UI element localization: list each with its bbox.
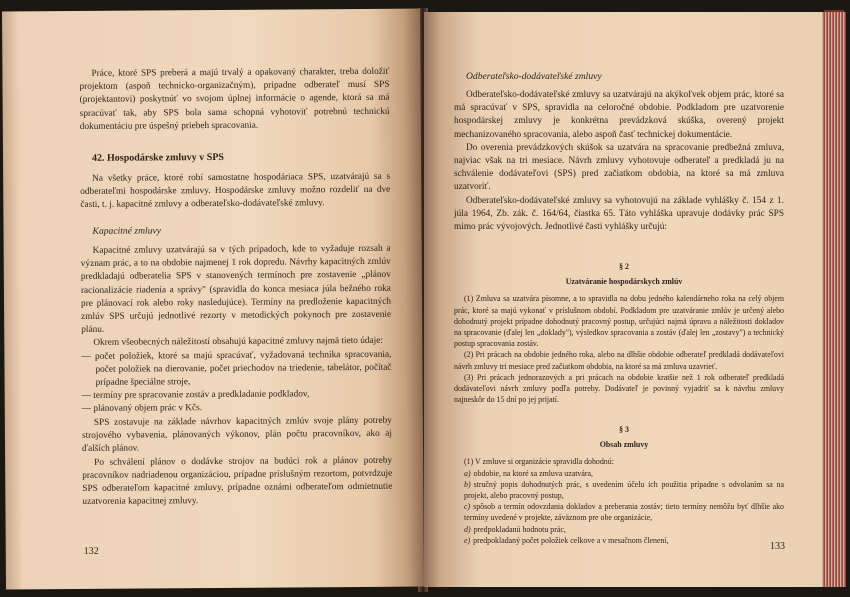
para-kap-4: Po schválení plánov o dodávke strojov na budúci rok a plánov potreby pracovníkov nadriadenou organizáciou, prípadne príslušným rezortom, potvrdzuje SPS odberateľom kapacitné zmluvy, prípadne oznámi odberateľom odmietnutie uzatvorenia kapacitnej zmluvy. <box>82 455 393 508</box>
cover-edge <box>824 10 844 12</box>
section-3-title: Obsah zmluvy <box>599 440 649 450</box>
s2-paragraph-2: (2) Pri prácach na obdobie jedného roka, alebo na dlhšie obdobie odberateľ predkladá dodávateľovi návrh zmluvy tri mesiace pred začiatkom obdobia, na ktoré sa má zmluva uzavrieť. <box>454 350 784 371</box>
item-letter: e) <box>464 535 471 545</box>
para-kap-2: Okrem všeobecných náležitostí obsahujú kapacitné zmluvy najmä tieto údaje: <box>93 336 384 349</box>
left-kap-heading-wrap <box>80 223 390 238</box>
left-kap-closing <box>82 415 393 510</box>
list-item <box>454 535 784 546</box>
section-3-number: § 3 <box>619 425 629 434</box>
item-letter: c) <box>464 502 471 512</box>
left-para-42-wrap <box>80 171 390 213</box>
page-edges <box>822 12 846 587</box>
list-item <box>454 501 784 523</box>
right-body <box>454 89 784 234</box>
subheading-kapacitne: Kapacitné zmluvy <box>92 225 162 237</box>
left-section-42 <box>80 150 390 165</box>
section-2 <box>454 261 784 405</box>
section-3 <box>454 424 784 546</box>
list-item: — plánovaný objem prác v Kčs. <box>82 401 392 416</box>
s2-paragraph-3: (3) Pri prácach jednorazových a pri prácach na obdobie kratšie než 1 rok odberateľ predkladá dodávateľovi návrh zmluvy podľa potreby. Dodávateľ je povinný vyjadriť sa k návrhu zmluvy najneskôr do 15 dní po jej prijatí. <box>454 372 784 405</box>
s2-paragraph-1: (1) Zmluva sa uzatvára písomne, a to spravidla na dobu jedného kalendárneho roka na celý objem prác, ktoré sa majú vykonať v príslušnom období. Podkladom pre uzatváranie zmlúv je určený alebo dohodnutý projekt prípadne dohodnutý pracovný postup, určujúci najmä úpravu a náležitosti dokladov na spracovanie (ďalej len „doklady"), výsledkov spracovania a zostáv (ďalej len „zostavy") a technický postup spracovania zostáv. <box>454 294 784 349</box>
left-kap-body <box>81 243 392 417</box>
item-text: obdobie, na ktoré sa zmluva uzatvára, <box>473 468 593 478</box>
item-text: stručný popis dohodnutých prác, s uvedením účelu ich použitia prípadne s odvolaním sa na projekt, alebo pracovný postup, <box>464 479 784 501</box>
page-number-right: 133 <box>770 541 785 552</box>
right-subheading-wrap <box>454 70 784 83</box>
section-2-number: § 2 <box>619 262 629 271</box>
item-letter: d) <box>464 524 471 534</box>
list-item: — počet položiek, ktoré sa majú spracúvať, vyžadovaná technika spracovania, počet položiek na dierovanie, počet priechodov na triedenie, tabelátor, počítač prípadne špeciálne stroje, <box>81 348 391 390</box>
list-item <box>454 468 784 479</box>
intro-paragraph: Práce, ktoré SPS preberá a majú trvalý a opakovaný charakter, treba doložiť projektom (aspoň technicko-organizačným), pripadne odberateľ musí SPS (projektantovi) poskytnúť vo svojom úplnej informácie o agende, ktorá sa má spracúvať tak, aby SPS bola sama schopná vyhotoviť potrebnú technickú dokumentáciu pre úspešný priebeh spracovania. <box>79 66 390 132</box>
heading-42: 42. Hospodárske zmluvy v SPS <box>91 151 225 164</box>
right-para-1: Odberateľsko-dodávateľské zmluvy sa uzatvárajú na akýkoľvek objem prác, ktoré sa má spracúvať v SPS, spravidla na celoročné obdobie. Podkladom pre uzatvorenie hospodárskej zmluvy je konkrétna prevádzková skúška, overený projekt mechanizovaného spracovania, alebo aspoň časť technickej dokumentácie. <box>454 90 784 140</box>
s3-intro: (1) V zmluve si organizácie spravidla dohodnú: <box>464 457 614 467</box>
subheading-odberatelsko: Odberateľsko-dodávateľské zmluvy <box>466 71 602 82</box>
right-para-3: Odberateľsko-dodávateľské zmluvy sa vyhotovujú na základe vyhlášky č. 154 z 1. júla 1964, Zb. zák. č. 164/64, čiastka 65. Táto vyhláška upravuje dodávky prác SPS mimo prác vývojových. Jednotlivé časti vyhlášky určujú: <box>454 195 784 233</box>
para-42: Na všetky práce, ktoré robí samostatne hospodáriaca SPS, uzatvárajú sa s odberateľmi hospodárske zmluvy. Hospodárske zmluvy možno rozdeliť na dve časti, t. j. kapacitné zmluvy a odberateľsko-dodávateľské zmluvy. <box>80 171 391 211</box>
item-text: predpokladaný počet položiek celkove a v mesačnom členení, <box>473 535 669 545</box>
left-page <box>2 9 424 590</box>
right-page <box>424 12 824 587</box>
item-text: spôsob a termín odovzdania dokladov a preberania zostáv; tieto termíny nemôžu byť dlhšie ako termíny uvedené v projekte, záväznom pre obe organizácie, <box>464 502 784 523</box>
list-item <box>454 524 784 535</box>
para-kap-3: SPS zostavuje na základe návrhov kapacitných zmlúv svoje plány potreby strojového vybavenia, plánovaných výkonov, plán počtu pracovníkov, ako aj ďalších plánov. <box>81 415 392 455</box>
item-letter: a) <box>464 468 471 478</box>
section-2-title: Uzatváranie hospodárskych zmlúv <box>565 277 683 287</box>
item-text: predpokladanú hodnotu prác, <box>473 524 566 534</box>
list-item <box>454 479 784 501</box>
item-letter: b) <box>464 479 471 489</box>
page-number-left: 132 <box>83 545 99 557</box>
para-kap-1: Kapacitné zmluvy uzatvárajú sa v tých prípadoch, kde to vyžaduje rozsah a význam prác, a to na obdobie najmenej 1 rok dopredu. Návrhy kapacitných zmlúv predkladajú odberatelia SPS v stanovených termínoch pre zostavenie „plánov racionalizácie riadenia a správy" (spravidla do konca mesiaca júla bežného roka pre plánovací rok alebo roky nasledujúce). Termíny na predloženie kapacitných zmlúv SPS určujú jednotlivé rezorty v metodických pokynoch pre zostavenie plánu. <box>80 243 392 336</box>
right-para-2: Do overenia prevádzkových skúšok sa uzatvára na spracovanie predbežná zmluva, najviac však na tri mesiace. Návrh zmluvy vyhotovuje odberateľ a predkladá ju na schválenie dodávateľovi (SPS) pred začiatkom obdobia, na ktoré sa má zmluva uzatvoriť. <box>454 142 784 193</box>
left-intro <box>79 66 389 134</box>
requirements-list <box>81 348 391 416</box>
list-item: — termíny pre spracovanie zostáv a predkladanie podkladov, <box>82 388 392 403</box>
contract-content-list <box>454 468 784 546</box>
